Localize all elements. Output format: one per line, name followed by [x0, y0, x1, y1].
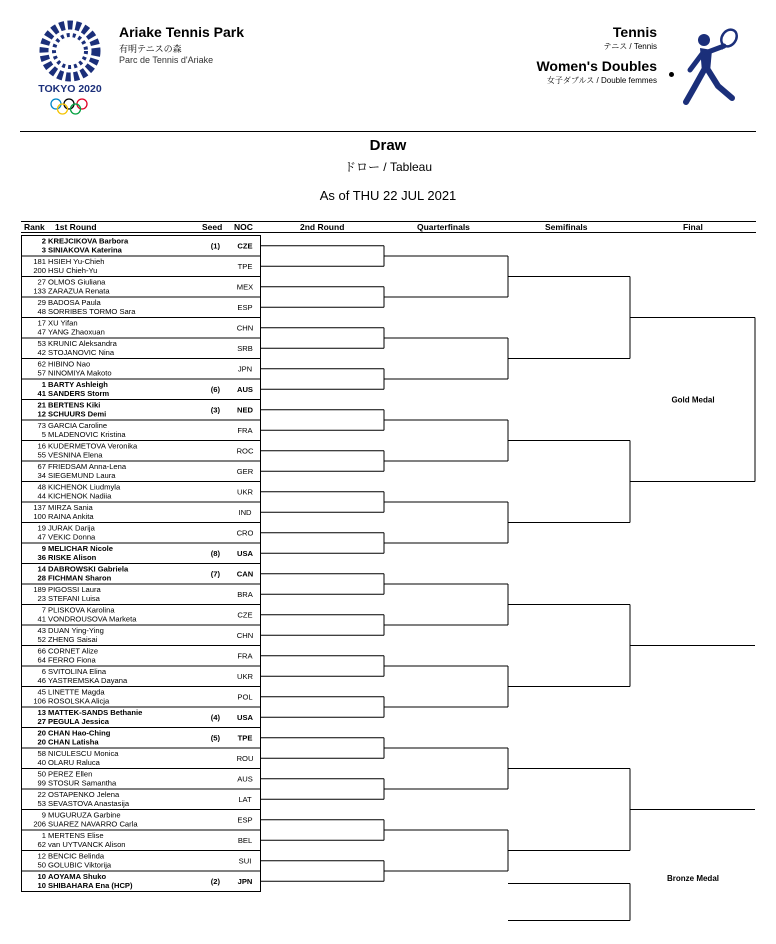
- entry-player-1: NICULESCU Monica: [48, 749, 119, 759]
- entry-player-2: HSU Chieh-Yu: [48, 266, 98, 275]
- entry-rank: 99: [37, 778, 46, 788]
- entry-player-2: ROSOLSKA Alicja: [48, 696, 110, 706]
- entry-player-1: PIGOSSI Laura: [48, 585, 101, 595]
- entry-rank: 67: [37, 462, 46, 472]
- entry-rank: 47: [37, 327, 46, 337]
- entry-rank: 16: [37, 441, 46, 451]
- entry-player-2: RISKE Alison: [48, 553, 97, 562]
- entry-noc: BRA: [237, 589, 253, 599]
- entry-noc: CZE: [237, 610, 253, 620]
- as-of-date: As of THU 22 JUL 2021: [319, 188, 457, 203]
- entry-rank: 189: [33, 585, 46, 595]
- entry-noc: LAT: [238, 794, 252, 804]
- entry-rank: 10: [37, 881, 46, 890]
- bronze-medal-label: Bronze Medal: [666, 874, 720, 883]
- entry-rank: 3: [41, 245, 46, 255]
- entry-rank: 43: [37, 626, 46, 636]
- entry-player-2: YANG Zhaoxuan: [48, 327, 105, 337]
- venue-japanese: 有明テニスの森: [119, 44, 182, 54]
- entry-player-2: SEVASTOVA Anastasija: [48, 799, 130, 808]
- entry-noc: POL: [237, 692, 253, 702]
- col-semifinals: Semifinals: [545, 222, 588, 232]
- entry-player-1: CORNET Alize: [48, 646, 99, 656]
- col-second-round: 2nd Round: [300, 222, 345, 232]
- entry-player-2: STOJANOVIC Nina: [48, 348, 115, 357]
- entry-rank: 66: [37, 646, 46, 656]
- entry-rank: 48: [37, 307, 46, 316]
- entry-player-1: KREJCIKOVA Barbora: [48, 236, 129, 246]
- entry-noc: AUS: [237, 774, 253, 784]
- entry-player-2: SUAREZ NAVARRO Carla: [48, 819, 138, 829]
- entry-rank: 9: [41, 544, 46, 554]
- entry-rank: 17: [37, 318, 46, 328]
- entry-player-2: SIEGEMUND Laura: [48, 471, 116, 480]
- entry-player-1: KUDERMETOVA Veronika: [48, 441, 138, 451]
- entry-noc: ROU: [236, 753, 254, 763]
- entry-player-1: BERTENS Kiki: [48, 400, 101, 410]
- entry-player-1: PLISKOVA Karolina: [48, 605, 115, 615]
- entry-rank: 12: [37, 851, 46, 861]
- entry-player-2: NINOMIYA Makoto: [48, 368, 112, 378]
- entry-rank: 13: [37, 708, 46, 718]
- entry-player-1: MATTEK-SANDS Bethanie: [48, 708, 143, 718]
- entry-seed: (2): [210, 876, 220, 886]
- entry-noc: TPE: [237, 733, 253, 743]
- entry-seed: (4): [210, 712, 220, 722]
- entry-noc: FRA: [237, 651, 253, 661]
- entry-player-1: BADOSA Paula: [48, 298, 101, 308]
- entry-player-2: VONDROUSOVA Marketa: [48, 614, 137, 624]
- entry-player-2: KICHENOK Nadiia: [48, 491, 112, 501]
- entry-rank: 6: [41, 667, 46, 677]
- logo-text: TOKYO 2020: [38, 83, 102, 95]
- entry-player-1: KICHENOK Liudmyla: [48, 482, 121, 492]
- entry-noc: TPE: [237, 261, 253, 271]
- entry-rank: 46: [37, 676, 46, 685]
- entry-player-1: OSTAPENKO Jelena: [48, 790, 120, 800]
- entry-player-1: KRUNIC Aleksandra: [48, 339, 117, 349]
- entry-player-2: FERRO Fiona: [48, 655, 96, 665]
- sport-title: Tennis: [612, 24, 657, 40]
- entry-noc: FRA: [237, 425, 253, 435]
- entry-rank: 45: [37, 687, 46, 697]
- entry-player-1: FRIEDSAM Anna-Lena: [48, 462, 127, 472]
- page-title: Draw: [369, 137, 407, 154]
- col-noc: NOC: [234, 222, 253, 232]
- entry-player-2: SCHUURS Demi: [48, 409, 107, 419]
- entry-rank: 137: [33, 503, 46, 513]
- entry-rank: 12: [37, 409, 46, 419]
- gold-medal-label: Gold Medal: [671, 395, 715, 405]
- entry-rank: 181: [33, 257, 46, 267]
- entry-player-1: CHAN Hao-Ching: [48, 728, 111, 738]
- entry-rank: 41: [37, 389, 46, 398]
- entry-player-2: FICHMAN Sharon: [48, 573, 112, 583]
- entry-rank: 7: [41, 605, 46, 615]
- entry-player-1: LINETTE Magda: [48, 687, 105, 697]
- entry-rank: 20: [37, 728, 46, 738]
- col-rank: Rank: [24, 222, 45, 232]
- entry-rank: 20: [37, 737, 46, 747]
- entry-rank: 53: [37, 799, 46, 808]
- entry-rank: 48: [37, 482, 46, 492]
- entry-player-2: RAINA Ankita: [48, 512, 94, 521]
- entry-player-1: SVITOLINA Elina: [48, 667, 107, 677]
- entry-rank: 21: [37, 400, 46, 410]
- entry-rank: 52: [37, 635, 46, 644]
- entry-rank: 50: [37, 860, 46, 870]
- entry-rank: 22: [37, 790, 46, 800]
- entry-player-2: VESNINA Elena: [48, 450, 103, 460]
- entry-noc: JPN: [237, 364, 253, 374]
- entry-player-1: HSIEH Yu-Chieh: [48, 257, 105, 267]
- entry-rank: 57: [37, 368, 46, 378]
- entry-noc: CHN: [236, 323, 254, 333]
- entry-player-2: SINIAKOVA Katerina: [48, 245, 122, 255]
- entry-rank: 206: [33, 819, 46, 829]
- entry-player-2: PEGULA Jessica: [48, 717, 109, 726]
- venue-title: Ariake Tennis Park: [119, 24, 245, 40]
- col-quarterfinals: Quarterfinals: [417, 222, 470, 232]
- entry-rank: 62: [37, 840, 46, 849]
- entry-player-2: STEFANI Luisa: [48, 594, 100, 603]
- entry-rank: 106: [33, 696, 46, 706]
- entry-noc: ROC: [236, 446, 254, 456]
- entry-rank: 19: [37, 523, 46, 533]
- venue-french: Parc de Tennis d'Ariake: [119, 55, 214, 65]
- entry-noc: NED: [236, 405, 254, 415]
- entry-noc: CHN: [236, 630, 254, 640]
- entry-player-1: AOYAMA Shuko: [48, 872, 107, 882]
- entry-noc: JPN: [237, 876, 253, 886]
- entry-rank: 27: [37, 277, 46, 287]
- entry-player-1: BARTY Ashleigh: [48, 380, 108, 390]
- entry-noc: SRB: [237, 343, 253, 353]
- page-subtitle: ドロー / Tableau: [343, 160, 433, 174]
- entry-rank: 53: [37, 339, 46, 349]
- entry-rank: 34: [37, 471, 46, 480]
- entry-player-2: STOSUR Samantha: [48, 778, 117, 788]
- entry-rank: 36: [37, 553, 46, 562]
- entry-rank: 10: [37, 872, 46, 882]
- entry-seed: (8): [210, 548, 220, 558]
- entry-player-2: SORRIBES TORMO Sara: [48, 307, 136, 316]
- entry-rank: 23: [37, 594, 46, 603]
- entry-rank: 9: [41, 810, 46, 820]
- entry-rank: 40: [37, 758, 46, 767]
- col-first-round: 1st Round: [55, 222, 97, 232]
- entry-noc: UKR: [236, 671, 254, 681]
- entry-rank: 44: [37, 491, 46, 501]
- entry-player-1: XU Yifan: [48, 318, 78, 328]
- entry-player-1: OLMOS Giuliana: [48, 277, 106, 287]
- entry-rank: 29: [37, 298, 46, 308]
- entry-noc: SUI: [238, 856, 252, 866]
- entry-noc: USA: [236, 712, 254, 722]
- entry-player-1: PEREZ Ellen: [48, 769, 93, 779]
- entry-player-1: MUGURUZA Garbine: [48, 810, 121, 820]
- entry-rank: 28: [37, 573, 46, 583]
- event-subtitle: 女子ダブルス / Double femmes: [546, 76, 657, 85]
- entry-player-2: CHAN Latisha: [48, 737, 99, 747]
- entry-rank: 27: [37, 717, 46, 726]
- entry-rank: 41: [37, 614, 46, 624]
- event-title: Women's Doubles: [536, 58, 657, 74]
- entry-noc: AUS: [236, 384, 254, 394]
- entry-rank: 64: [37, 655, 46, 665]
- entry-player-1: BENCIC Belinda: [48, 851, 105, 861]
- entry-player-2: VEKIC Donna: [48, 532, 96, 542]
- entry-noc: BEL: [237, 835, 253, 845]
- entry-player-2: OLARU Raluca: [48, 758, 100, 767]
- entry-rank: 73: [37, 421, 46, 431]
- entry-player-1: JURAK Darija: [48, 523, 95, 533]
- entry-player-2: van UYTVANCK Alison: [48, 840, 126, 849]
- entry-noc: GER: [236, 466, 254, 476]
- entry-player-1: HIBINO Nao: [48, 359, 91, 369]
- entry-seed: (3): [210, 405, 220, 415]
- entry-rank: 50: [37, 769, 46, 779]
- entry-rank: 58: [37, 749, 46, 759]
- entry-player-1: MERTENS Elise: [48, 831, 104, 841]
- entry-rank: 5: [41, 430, 46, 439]
- entry-rank: 2: [41, 236, 46, 246]
- entry-player-1: GARCIA Caroline: [48, 421, 108, 431]
- entry-player-1: MELICHAR Nicole: [48, 544, 113, 554]
- entry-player-1: DABROWSKI Gabriela: [48, 564, 129, 574]
- col-seed: Seed: [202, 222, 223, 232]
- entry-rank: 1: [41, 831, 46, 841]
- entry-seed: (5): [210, 733, 220, 743]
- entry-seed: (7): [210, 569, 220, 579]
- entry-player-2: YASTREMSKA Dayana: [48, 676, 128, 685]
- entry-noc: ESP: [237, 815, 253, 825]
- entry-player-1: MIRZA Sania: [48, 503, 93, 513]
- entry-player-2: SHIBAHARA Ena (HCP): [48, 881, 133, 890]
- entry-player-2: ZARAZUA Renata: [48, 286, 110, 296]
- entry-rank: 1: [41, 380, 46, 390]
- entry-noc: ESP: [237, 302, 253, 312]
- entry-noc: USA: [236, 548, 254, 558]
- entry-player-2: MLADENOVIC Kristina: [48, 430, 126, 439]
- entry-noc: CRO: [236, 528, 254, 538]
- entry-rank: 133: [33, 286, 46, 296]
- entry-rank: 14: [37, 564, 46, 574]
- entry-player-2: GOLUBIC Viktorija: [48, 860, 112, 870]
- entry-rank: 200: [33, 266, 46, 275]
- entry-noc: IND: [238, 507, 252, 517]
- entry-seed: (1): [210, 241, 220, 251]
- col-final: Final: [683, 222, 703, 232]
- entry-noc: CAN: [236, 569, 254, 579]
- entry-player-2: ZHENG Saisai: [48, 635, 98, 644]
- entry-rank: 47: [37, 532, 46, 542]
- entry-noc: UKR: [236, 487, 254, 497]
- entry-noc: CZE: [237, 241, 253, 251]
- entry-player-1: DUAN Ying-Ying: [48, 626, 104, 636]
- entry-rank: 100: [33, 512, 46, 521]
- entry-seed: (6): [210, 384, 220, 394]
- entry-rank: 62: [37, 359, 46, 369]
- entry-rank: 42: [37, 348, 46, 357]
- entry-player-2: SANDERS Storm: [48, 389, 110, 398]
- sport-subtitle: テニス / Tennis: [603, 42, 657, 51]
- entry-noc: MEX: [236, 282, 254, 292]
- entry-rank: 55: [37, 450, 46, 460]
